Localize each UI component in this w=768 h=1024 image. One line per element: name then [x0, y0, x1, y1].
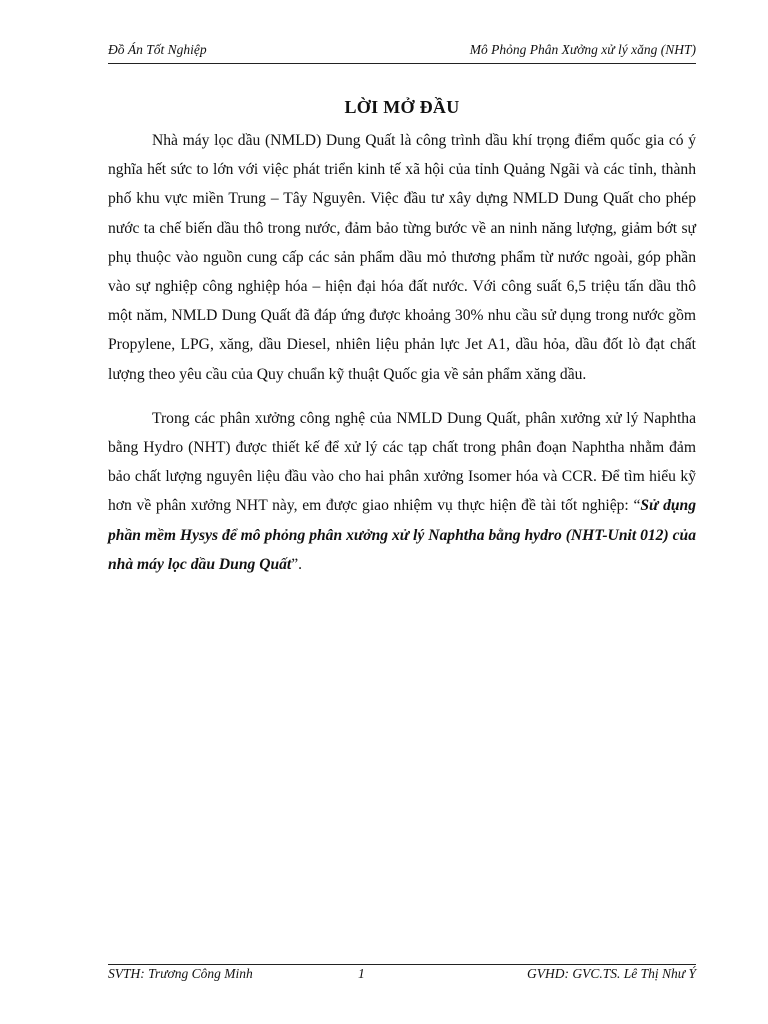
page-number: 1 [358, 966, 365, 981]
page-header [108, 42, 696, 62]
page-title: LỜI MỞ ĐẦU [344, 97, 460, 117]
header-rule [108, 63, 696, 64]
page-footer [108, 966, 696, 986]
header-right-text: Mô Phỏng Phân Xưởng xử lý xăng (NHT) [469, 42, 696, 57]
thesis-title-emphasis: Sử dụng phần mềm Hysys để mô phỏng phân xưởng xử lý Naphtha bằng hydro (NHT-Unit 012) của nhà máy lọc dầu Dung Quất [108, 497, 697, 573]
paragraph-topic [108, 404, 696, 579]
paragraph-topic-lead: Trong các phân xưởng công nghệ của NMLD Dung Quất, phân xưởng xử lý Naphtha bằng Hydro (NHT) được thiết kế để xử lý các tạp chất trong phân đoạn Naphtha nhằm đảm bảo chất lượng nguyên liệu đầu vào cho hai phân xưởng Isomer hóa và CCR. Để tìm hiểu kỹ hơn về phân xưởng NHT này, em được giao nhiệm vụ thực hiện đề tài tốt nghiệp: “ [108, 409, 696, 515]
footer-rule [108, 964, 696, 965]
footer-student: SVTH: Trương Công Minh [108, 966, 253, 981]
paragraph-topic-tail: ”. [291, 555, 303, 573]
footer-supervisor: GVHD: GVC.TS. Lê Thị Như Ý [526, 966, 696, 981]
paragraph-intro: Nhà máy lọc dầu (NMLD) Dung Quất là công trình dầu khí trọng điểm quốc gia có ý nghĩa hết sức to lớn với việc phát triển kinh tế xã hội của tỉnh Quảng Ngãi và các tỉnh, thành phố khu vực miền Trung – Tây Nguyên. Việc đầu tư xây dựng NMLD Dung Quất cho phép nước ta chế biến dầu thô trong nước, đảm bảo từng bước về an ninh năng lượng, giảm bớt sự phụ thuộc vào nguồn cung cấp các sản phẩm dầu mỏ thương phẩm từ nước ngoài, góp phần vào sự nghiệp công nghiệp hóa – hiện đại hóa đất nước. Với công suất 6,5 triệu tấn dầu thô một năm, NMLD Dung Quất đã đáp ứng được khoảng 30% nhu cầu sử dụng trong nước gồm Propylene, LPG, xăng, dầu Diesel, nhiên liệu phản lực Jet A1, dầu hỏa, dầu đốt lò đạt chất lượng theo yêu cầu của Quy chuẩn kỹ thuật Quốc gia về sản phẩm xăng dầu. [108, 132, 696, 383]
header-left-text: Đồ Án Tốt Nghiệp [108, 42, 207, 57]
document-body [108, 126, 696, 579]
